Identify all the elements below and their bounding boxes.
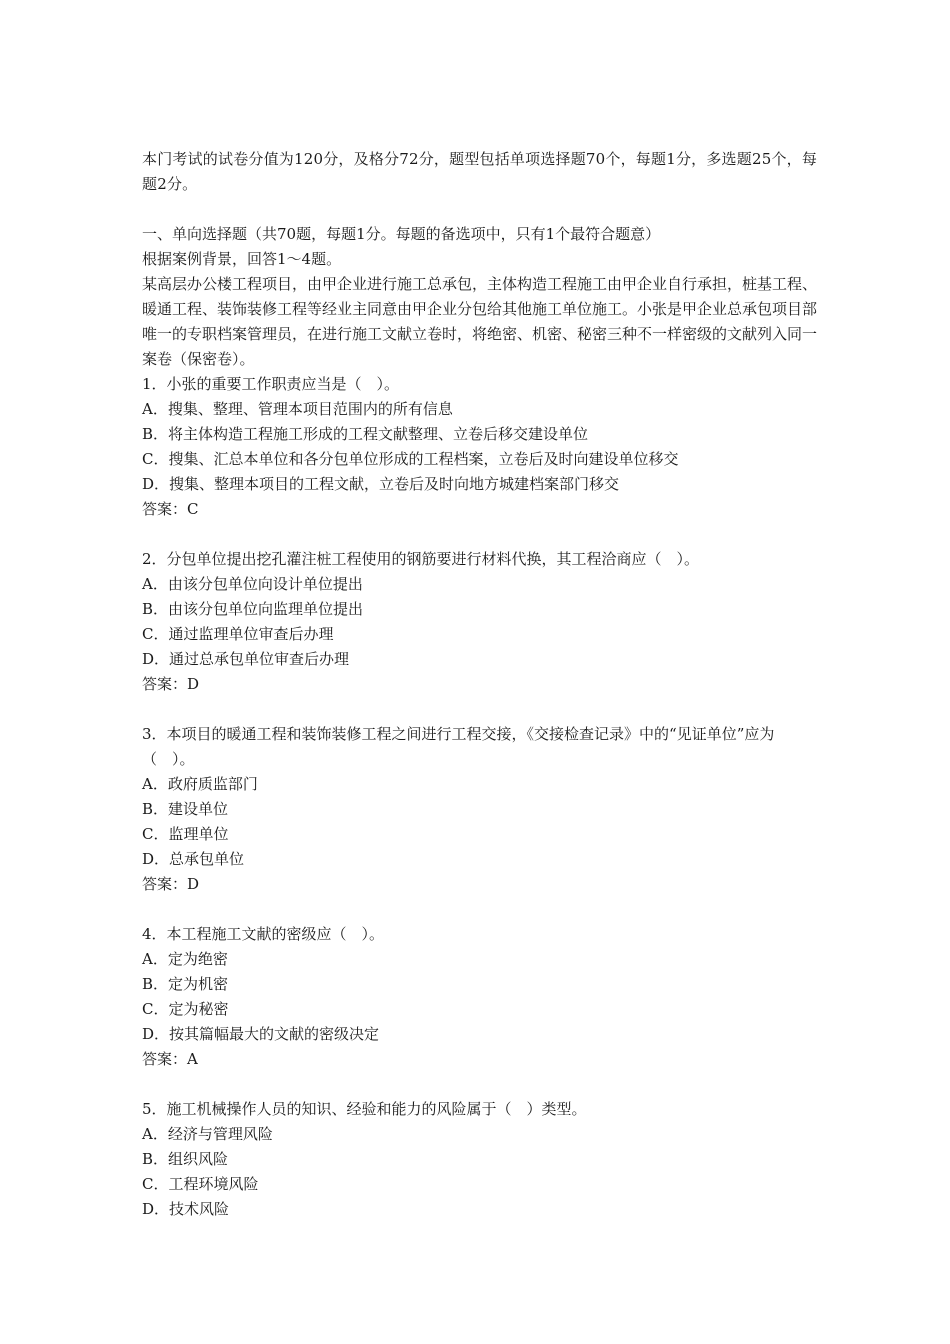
option-a: A．政府质监部门 xyxy=(142,775,258,793)
option-b: B．由该分包单位向监理单位提出 xyxy=(142,600,364,618)
option-d: D．总承包单位 xyxy=(142,850,245,868)
option-c: C．通过监理单位审查后办理 xyxy=(142,625,334,643)
question-text: 1．小张的重要工作职责应当是（ ）。 xyxy=(142,375,400,393)
option-b: B．定为机密 xyxy=(142,975,229,993)
option-b: B．将主体构造工程施工形成的工程文献整理、立卷后移交建设单位 xyxy=(142,425,589,443)
question-text: 5．施工机械操作人员的知识、经验和能力的风险属于（ ）类型。 xyxy=(142,1100,587,1118)
answer: 答案：D xyxy=(142,875,200,893)
question-text: 4．本工程施工文献的密级应（ ）。 xyxy=(142,925,385,943)
question-1 xyxy=(142,372,822,522)
question-2 xyxy=(142,547,822,697)
answer: 答案：A xyxy=(142,1050,198,1068)
section-title: 一、单向选择题（共70题，每题1分。每题的备选项中，只有1个最符合题意） xyxy=(142,225,661,243)
option-c: C．工程环境风险 xyxy=(142,1175,259,1193)
option-d: D．通过总承包单位审查后办理 xyxy=(142,650,350,668)
option-a: A．搜集、整理、管理本项目范围内的所有信息 xyxy=(142,400,453,418)
answer: 答案：D xyxy=(142,675,200,693)
option-a: A．定为绝密 xyxy=(142,950,228,968)
question-text: 3．本项目的暖通工程和装饰装修工程之间进行工程交接，《交接检查记录》中的“见证单位”应为（ ）。 xyxy=(142,725,775,768)
case-lead: 根据案例背景，回答1～4题。 xyxy=(142,250,342,268)
question-4 xyxy=(142,922,822,1072)
document-page xyxy=(142,147,822,1222)
option-d: D．技术风险 xyxy=(142,1200,230,1218)
case-background: 某高层办公楼工程项目，由甲企业进行施工总承包，主体构造工程施工由甲企业自行承担，桩基工程、暖通工程、装饰装修工程等经业主同意由甲企业分包给其他施工单位施工。小张是甲企业总承包项目部唯一的专职档案管理员，在进行施工文献立卷时，将绝密、机密、秘密三种不一样密级的文献列入同一案卷（保密卷）。 xyxy=(142,275,818,368)
exam-intro: 本门考试的试卷分值为120分，及格分72分，题型包括单项选择题70个，每题1分，多选题25个，每题2分。 xyxy=(142,150,818,193)
option-c: C．搜集、汇总本单位和各分包单位形成的工程档案，立卷后及时向建设单位移交 xyxy=(142,450,679,468)
question-3 xyxy=(142,722,822,897)
answer: 答案：C xyxy=(142,500,199,518)
option-a: A．由该分包单位向设计单位提出 xyxy=(142,575,363,593)
option-d: D．按其篇幅最大的文献的密级决定 xyxy=(142,1025,380,1043)
option-b: B．组织风险 xyxy=(142,1150,229,1168)
option-c: C．监理单位 xyxy=(142,825,229,843)
option-c: C．定为秘密 xyxy=(142,1000,229,1018)
option-b: B．建设单位 xyxy=(142,800,229,818)
question-text: 2．分包单位提出挖孔灌注桩工程使用的钢筋要进行材料代换，其工程洽商应（ ）。 xyxy=(142,550,700,568)
question-5 xyxy=(142,1097,822,1222)
option-a: A．经济与管理风险 xyxy=(142,1125,273,1143)
option-d: D．搜集、整理本项目的工程文献，立卷后及时向地方城建档案部门移交 xyxy=(142,475,620,493)
